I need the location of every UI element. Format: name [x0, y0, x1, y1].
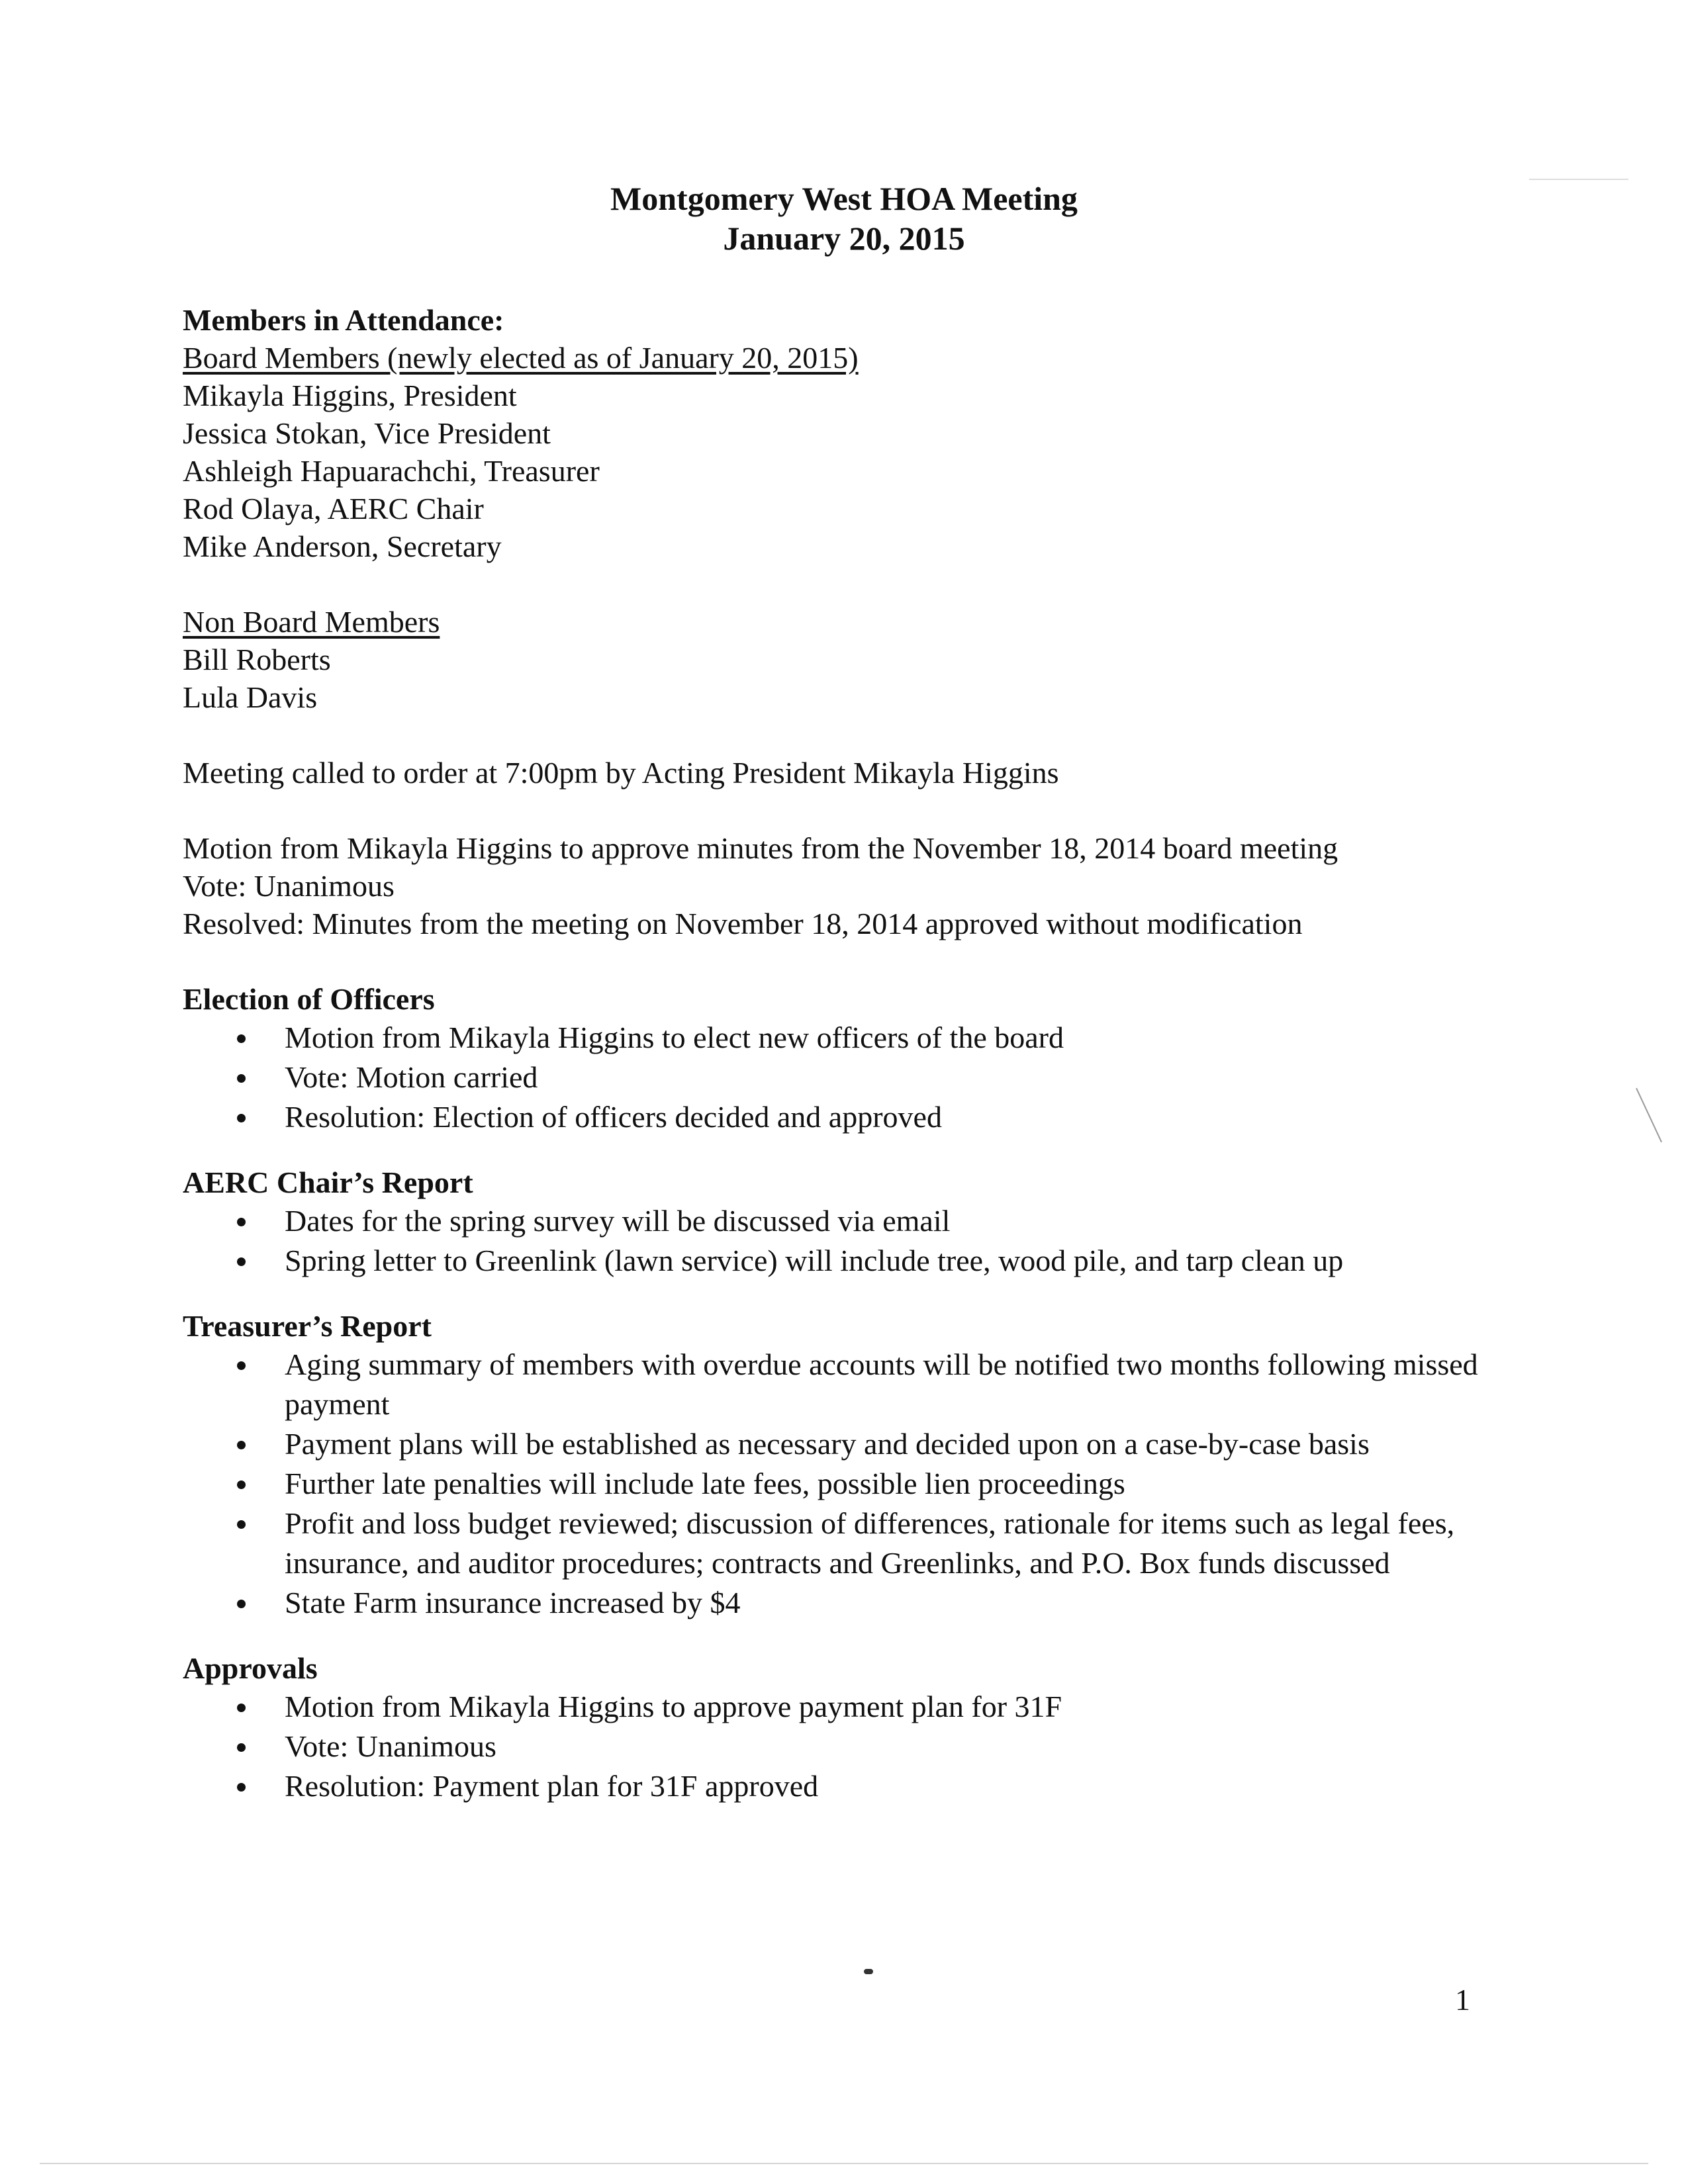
document-title: Montgomery West HOA Meeting — [610, 180, 1078, 217]
scan-mark — [1636, 1088, 1662, 1142]
board-member: Rod Olaya, AERC Chair — [183, 492, 484, 525]
page-number: 1 — [1455, 1983, 1470, 2017]
scan-mark — [1529, 179, 1628, 180]
non-board-member: Lula Davis — [183, 680, 318, 714]
approvals-items — [183, 1687, 1507, 1806]
bullet-icon — [237, 1441, 246, 1449]
board-member: Jessica Stokan, Vice President — [183, 416, 551, 450]
bullet-icon — [237, 1034, 246, 1043]
minutes-vote: Vote: Unanimous — [183, 869, 395, 903]
list-item: Profit and loss budget reviewed; discussion of differences, rationale for items such as legal fees, insurance, and auditor procedures; contracts and Greenlinks, and P.O. Box funds discussed — [183, 1504, 1569, 1583]
section-heading-election: Election of Officers — [183, 982, 435, 1016]
section-heading-approvals: Approvals — [183, 1651, 318, 1685]
board-members-heading: Board Members (newly elected as of January 20, 2015) — [183, 341, 859, 375]
bullet-icon — [237, 1218, 246, 1226]
meeting-date: January 20, 2015 — [723, 220, 965, 257]
bullet-icon — [237, 1114, 246, 1122]
scan-edge — [40, 2163, 1648, 2164]
bullet-icon — [237, 1743, 246, 1752]
bullet-icon — [237, 1600, 246, 1608]
minutes-motion: Motion from Mikayla Higgins to approve minutes from the November 18, 2014 board meeting — [183, 831, 1338, 865]
list-item: Vote: Unanimous — [183, 1727, 1507, 1766]
section-heading-treasurer: Treasurer’s Report — [183, 1309, 432, 1343]
document-header — [0, 179, 1688, 258]
bullet-icon — [237, 1704, 246, 1712]
non-board-member: Bill Roberts — [183, 643, 331, 676]
bullet-icon — [237, 1361, 246, 1370]
treasurer-items — [183, 1345, 1507, 1623]
bullet-icon — [237, 1074, 246, 1083]
election-items — [183, 1018, 1507, 1137]
aerc-items — [183, 1201, 1507, 1281]
list-item: Resolution: Election of officers decided and approved — [183, 1097, 1507, 1137]
bullet-icon — [237, 1480, 246, 1489]
list-item: Motion from Mikayla Higgins to approve payment plan for 31F — [183, 1687, 1507, 1727]
minutes-body — [183, 301, 1507, 1806]
list-item: Aging summary of members with overdue accounts will be notified two months following missed payment — [183, 1345, 1569, 1424]
list-item: Payment plans will be established as necessary and decided upon on a case-by-case basis — [183, 1424, 1507, 1464]
board-member: Mikayla Higgins, President — [183, 379, 517, 412]
minutes-resolved: Resolved: Minutes from the meeting on November 18, 2014 approved without modification — [183, 907, 1303, 940]
board-member: Mike Anderson, Secretary — [183, 529, 502, 563]
list-item: State Farm insurance increased by $4 — [183, 1583, 1507, 1623]
non-board-members-heading: Non Board Members — [183, 605, 440, 639]
bullet-icon — [237, 1520, 246, 1529]
list-item: Vote: Motion carried — [183, 1058, 1507, 1097]
scan-mark — [864, 1969, 873, 1974]
list-item: Spring letter to Greenlink (lawn service) will include tree, wood pile, and tarp clean up — [183, 1241, 1507, 1281]
list-item: Resolution: Payment plan for 31F approved — [183, 1766, 1507, 1806]
call-to-order: Meeting called to order at 7:00pm by Acting President Mikayla Higgins — [183, 756, 1059, 790]
attendance-heading: Members in Attendance: — [183, 303, 504, 337]
list-item: Motion from Mikayla Higgins to elect new officers of the board — [183, 1018, 1507, 1058]
list-item: Dates for the spring survey will be discussed via email — [183, 1201, 1507, 1241]
list-item: Further late penalties will include late fees, possible lien proceedings — [183, 1464, 1507, 1504]
bullet-icon — [237, 1783, 246, 1792]
board-member: Ashleigh Hapuarachchi, Treasurer — [183, 454, 600, 488]
bullet-icon — [237, 1257, 246, 1266]
section-heading-aerc: AERC Chair’s Report — [183, 1165, 473, 1199]
